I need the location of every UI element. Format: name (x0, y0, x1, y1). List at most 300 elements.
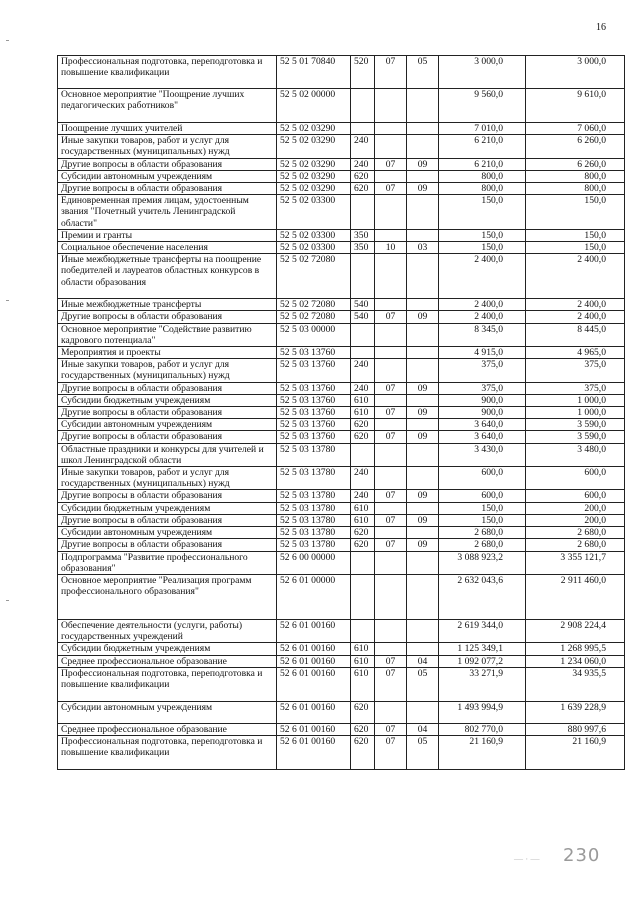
cell-vr: 610 (351, 643, 375, 655)
cell-rz: 07 (375, 723, 407, 735)
cell-s2: 34 935,5 (526, 667, 625, 701)
cell-s1: 900,0 (439, 394, 526, 406)
cell-pr (407, 619, 439, 642)
cell-s1: 33 271,9 (439, 667, 526, 701)
cell-name: Субсидии автономным учреждениям (58, 701, 277, 723)
cell-s1: 4 915,0 (439, 347, 526, 359)
cell-name: Субсидии бюджетным учреждениям (58, 394, 277, 406)
cell-code: 52 5 03 13780 (277, 467, 351, 490)
cell-s2: 2 400,0 (526, 254, 625, 299)
cell-code: 52 6 01 00000 (277, 574, 351, 619)
cell-vr: 520 (351, 56, 375, 89)
cell-pr: 09 (407, 158, 439, 170)
cell-name: Иные межбюджетные трансферты (58, 299, 277, 311)
table-row (58, 359, 625, 382)
cell-rz (375, 323, 407, 346)
cell-vr: 540 (351, 299, 375, 311)
cell-pr (407, 135, 439, 158)
cell-code: 52 5 02 03290 (277, 135, 351, 158)
cell-code: 52 5 02 03290 (277, 183, 351, 195)
cell-rz: 07 (375, 735, 407, 769)
cell-rz (375, 89, 407, 123)
cell-name: Иные закупки товаров, работ и услуг для государственных (муниципальных) нужд (58, 467, 277, 490)
page-stamp: 230 (563, 845, 601, 866)
cell-pr (407, 123, 439, 135)
cell-vr: 240 (351, 467, 375, 490)
table-row (58, 655, 625, 667)
cell-vr (351, 323, 375, 346)
cell-code: 52 6 01 00160 (277, 619, 351, 642)
cell-s1: 2 632 043,6 (439, 574, 526, 619)
cell-s2: 2 400,0 (526, 299, 625, 311)
cell-rz (375, 195, 407, 230)
table-row (58, 229, 625, 241)
cell-code: 52 5 02 03300 (277, 229, 351, 241)
table-row (58, 539, 625, 551)
table-row (58, 419, 625, 431)
cell-vr: 240 (351, 135, 375, 158)
cell-s2: 4 965,0 (526, 347, 625, 359)
cell-rz: 07 (375, 382, 407, 394)
cell-s2: 375,0 (526, 382, 625, 394)
table-row (58, 394, 625, 406)
cell-vr: 610 (351, 502, 375, 514)
table-row (58, 467, 625, 490)
cell-vr (351, 347, 375, 359)
cell-name: Областные праздники и конкурсы для учителей и школ Ленинградской области (58, 443, 277, 466)
cell-s1: 2 680,0 (439, 527, 526, 539)
stamp-dash: — · — (514, 854, 540, 864)
cell-pr: 04 (407, 723, 439, 735)
cell-name: Социальное обеспечение населения (58, 242, 277, 254)
cell-pr (407, 359, 439, 382)
cell-pr: 05 (407, 667, 439, 701)
table-row (58, 514, 625, 526)
cell-vr: 240 (351, 490, 375, 502)
cell-s1: 3 430,0 (439, 443, 526, 466)
cell-rz: 07 (375, 667, 407, 701)
cell-s1: 3 640,0 (439, 431, 526, 443)
cell-s2: 200,0 (526, 502, 625, 514)
table-row (58, 170, 625, 182)
table-row (58, 701, 625, 723)
cell-code: 52 5 03 13760 (277, 394, 351, 406)
cell-s1: 150,0 (439, 229, 526, 241)
table-row (58, 183, 625, 195)
cell-pr: 09 (407, 183, 439, 195)
cell-s1: 150,0 (439, 514, 526, 526)
cell-code: 52 5 03 13780 (277, 514, 351, 526)
cell-code: 52 5 03 13780 (277, 527, 351, 539)
cell-pr: 09 (407, 514, 439, 526)
cell-code: 52 5 03 13760 (277, 419, 351, 431)
cell-pr (407, 347, 439, 359)
cell-s2: 21 160,9 (526, 735, 625, 769)
cell-s1: 600,0 (439, 467, 526, 490)
page-number: 16 (596, 22, 606, 33)
cell-rz (375, 394, 407, 406)
cell-pr: 05 (407, 56, 439, 89)
cell-pr (407, 643, 439, 655)
cell-vr: 540 (351, 311, 375, 323)
cell-s1: 150,0 (439, 502, 526, 514)
cell-s1: 2 400,0 (439, 311, 526, 323)
scan-mark (6, 600, 9, 601)
cell-s1: 1 092 077,2 (439, 655, 526, 667)
table-row (58, 431, 625, 443)
cell-s1: 6 210,0 (439, 158, 526, 170)
cell-code: 52 5 03 13760 (277, 431, 351, 443)
cell-s2: 6 260,0 (526, 135, 625, 158)
cell-s2: 3 590,0 (526, 431, 625, 443)
cell-vr: 620 (351, 431, 375, 443)
cell-rz: 07 (375, 431, 407, 443)
cell-name: Основное мероприятие "Содействие развитию кадрового потенциала" (58, 323, 277, 346)
cell-vr (351, 443, 375, 466)
cell-vr: 620 (351, 701, 375, 723)
cell-pr (407, 195, 439, 230)
cell-s1: 9 560,0 (439, 89, 526, 123)
cell-pr: 09 (407, 539, 439, 551)
cell-code: 52 5 02 72080 (277, 254, 351, 299)
cell-s2: 3 590,0 (526, 419, 625, 431)
cell-s1: 2 400,0 (439, 254, 526, 299)
cell-vr (351, 195, 375, 230)
cell-code: 52 5 03 13760 (277, 347, 351, 359)
cell-pr (407, 527, 439, 539)
cell-name: Другие вопросы в области образования (58, 407, 277, 419)
cell-name: Премии и гранты (58, 229, 277, 241)
cell-name: Профессиональная подготовка, переподготовка и повышение квалификации (58, 667, 277, 701)
cell-code: 52 5 02 00000 (277, 89, 351, 123)
cell-pr (407, 254, 439, 299)
cell-s2: 800,0 (526, 183, 625, 195)
table-row (58, 723, 625, 735)
cell-rz (375, 135, 407, 158)
cell-code: 52 5 01 70840 (277, 56, 351, 89)
table-row (58, 574, 625, 619)
cell-s2: 8 445,0 (526, 323, 625, 346)
cell-name: Иные закупки товаров, работ и услуг для государственных (муниципальных) нужд (58, 359, 277, 382)
cell-rz (375, 229, 407, 241)
cell-s2: 6 260,0 (526, 158, 625, 170)
cell-rz (375, 347, 407, 359)
cell-code: 52 5 03 13780 (277, 490, 351, 502)
cell-code: 52 5 02 72080 (277, 299, 351, 311)
cell-rz (375, 419, 407, 431)
cell-pr: 09 (407, 407, 439, 419)
cell-rz (375, 527, 407, 539)
table-row (58, 347, 625, 359)
cell-vr: 350 (351, 229, 375, 241)
cell-code: 52 5 02 03290 (277, 170, 351, 182)
cell-name: Среднее профессиональное образование (58, 723, 277, 735)
cell-name: Поощрение лучших учителей (58, 123, 277, 135)
cell-name: Подпрограмма "Развитие профессионального образования" (58, 551, 277, 574)
cell-s1: 3 000,0 (439, 56, 526, 89)
cell-rz: 07 (375, 655, 407, 667)
cell-s2: 2 908 224,4 (526, 619, 625, 642)
cell-s2: 1 268 995,5 (526, 643, 625, 655)
cell-rz (375, 443, 407, 466)
cell-name: Иные закупки товаров, работ и услуг для государственных (муниципальных) нужд (58, 135, 277, 158)
table-row (58, 619, 625, 642)
cell-name: Субсидии бюджетным учреждениям (58, 502, 277, 514)
table-row (58, 89, 625, 123)
table-row (58, 443, 625, 466)
cell-code: 52 5 02 03300 (277, 195, 351, 230)
table-row (58, 527, 625, 539)
cell-code: 52 6 01 00160 (277, 655, 351, 667)
cell-rz: 07 (375, 158, 407, 170)
cell-s2: 150,0 (526, 195, 625, 230)
cell-vr: 610 (351, 667, 375, 701)
cell-rz (375, 502, 407, 514)
cell-code: 52 6 01 00160 (277, 735, 351, 769)
cell-code: 52 6 01 00160 (277, 701, 351, 723)
cell-s1: 802 770,0 (439, 723, 526, 735)
cell-s2: 200,0 (526, 514, 625, 526)
cell-s2: 3 480,0 (526, 443, 625, 466)
cell-vr: 620 (351, 527, 375, 539)
cell-s2: 880 997,6 (526, 723, 625, 735)
cell-s1: 800,0 (439, 170, 526, 182)
cell-s1: 1 125 349,1 (439, 643, 526, 655)
cell-s2: 150,0 (526, 229, 625, 241)
cell-pr (407, 502, 439, 514)
cell-pr (407, 574, 439, 619)
cell-code: 52 6 00 00000 (277, 551, 351, 574)
cell-vr (351, 89, 375, 123)
cell-rz: 07 (375, 407, 407, 419)
cell-name: Другие вопросы в области образования (58, 490, 277, 502)
cell-rz: 07 (375, 56, 407, 89)
cell-rz (375, 123, 407, 135)
table-row (58, 643, 625, 655)
scan-mark (6, 40, 9, 41)
cell-name: Мероприятия и проекты (58, 347, 277, 359)
table-row (58, 382, 625, 394)
cell-pr (407, 467, 439, 490)
cell-name: Профессиональная подготовка, переподготовка и повышение квалификации (58, 735, 277, 769)
cell-s2: 2 400,0 (526, 311, 625, 323)
cell-rz: 07 (375, 311, 407, 323)
cell-s2: 1 234 060,0 (526, 655, 625, 667)
cell-code: 52 5 03 13760 (277, 407, 351, 419)
cell-pr (407, 419, 439, 431)
cell-rz (375, 170, 407, 182)
cell-pr (407, 443, 439, 466)
cell-code: 52 5 02 03300 (277, 242, 351, 254)
cell-pr (407, 299, 439, 311)
cell-vr: 240 (351, 382, 375, 394)
cell-code: 52 5 02 03290 (277, 158, 351, 170)
cell-s2: 2 680,0 (526, 539, 625, 551)
cell-code: 52 5 03 13780 (277, 502, 351, 514)
cell-name: Другие вопросы в области образования (58, 539, 277, 551)
cell-name: Другие вопросы в области образования (58, 183, 277, 195)
cell-vr: 350 (351, 242, 375, 254)
cell-rz (375, 619, 407, 642)
cell-s2: 600,0 (526, 490, 625, 502)
cell-name: Другие вопросы в области образования (58, 311, 277, 323)
cell-s1: 21 160,9 (439, 735, 526, 769)
cell-name: Обеспечение деятельности (услуги, работы) государственных учреждений (58, 619, 277, 642)
cell-rz: 07 (375, 490, 407, 502)
cell-name: Основное мероприятие "Реализация программ профессионального образования" (58, 574, 277, 619)
table-body (58, 56, 625, 770)
cell-s1: 600,0 (439, 490, 526, 502)
cell-rz (375, 643, 407, 655)
cell-vr: 620 (351, 183, 375, 195)
cell-vr (351, 254, 375, 299)
cell-code: 52 5 02 72080 (277, 311, 351, 323)
cell-s2: 1 000,0 (526, 407, 625, 419)
cell-rz: 07 (375, 539, 407, 551)
cell-code: 52 5 03 13780 (277, 539, 351, 551)
cell-s1: 2 680,0 (439, 539, 526, 551)
cell-s1: 6 210,0 (439, 135, 526, 158)
table-row (58, 135, 625, 158)
table-row (58, 735, 625, 769)
cell-code: 52 5 03 13760 (277, 382, 351, 394)
cell-pr (407, 323, 439, 346)
cell-name: Другие вопросы в области образования (58, 158, 277, 170)
cell-s2: 3 000,0 (526, 56, 625, 89)
cell-vr (351, 574, 375, 619)
table-row (58, 299, 625, 311)
table-row (58, 56, 625, 89)
table-row (58, 551, 625, 574)
cell-name: Иные межбюджетные трансферты на поощрение победителей и лауреатов областных конкурсов в области образования (58, 254, 277, 299)
cell-pr (407, 394, 439, 406)
cell-s2: 800,0 (526, 170, 625, 182)
cell-pr (407, 89, 439, 123)
cell-name: Профессиональная подготовка, переподготовка и повышение квалификации (58, 56, 277, 89)
cell-s2: 1 639 228,9 (526, 701, 625, 723)
cell-name: Единовременная премия лицам, удостоенным звания "Почетный учитель Ленинградской области" (58, 195, 277, 230)
cell-pr: 04 (407, 655, 439, 667)
cell-s2: 1 000,0 (526, 394, 625, 406)
cell-pr: 09 (407, 311, 439, 323)
cell-vr (351, 619, 375, 642)
cell-vr: 620 (351, 723, 375, 735)
cell-vr: 620 (351, 170, 375, 182)
table-row (58, 123, 625, 135)
table-row (58, 323, 625, 346)
cell-code: 52 5 03 13780 (277, 443, 351, 466)
cell-name: Субсидии автономным учреждениям (58, 419, 277, 431)
cell-vr: 610 (351, 514, 375, 526)
cell-s1: 2 400,0 (439, 299, 526, 311)
cell-name: Среднее профессиональное образование (58, 655, 277, 667)
table-row (58, 158, 625, 170)
cell-vr: 620 (351, 539, 375, 551)
cell-s1: 7 010,0 (439, 123, 526, 135)
cell-s1: 2 619 344,0 (439, 619, 526, 642)
table-row (58, 407, 625, 419)
cell-s1: 800,0 (439, 183, 526, 195)
cell-name: Субсидии автономным учреждениям (58, 527, 277, 539)
cell-rz (375, 551, 407, 574)
cell-vr (351, 551, 375, 574)
table-row (58, 490, 625, 502)
cell-rz (375, 254, 407, 299)
cell-pr: 03 (407, 242, 439, 254)
budget-table (57, 55, 625, 770)
table-row (58, 502, 625, 514)
cell-vr: 240 (351, 359, 375, 382)
cell-s1: 1 493 994,9 (439, 701, 526, 723)
cell-rz (375, 574, 407, 619)
cell-pr: 05 (407, 735, 439, 769)
cell-code: 52 6 01 00160 (277, 723, 351, 735)
cell-pr (407, 701, 439, 723)
cell-code: 52 6 01 00160 (277, 667, 351, 701)
cell-code: 52 5 02 03290 (277, 123, 351, 135)
cell-vr: 620 (351, 419, 375, 431)
cell-s1: 150,0 (439, 195, 526, 230)
cell-rz: 10 (375, 242, 407, 254)
cell-s2: 9 610,0 (526, 89, 625, 123)
cell-s1: 375,0 (439, 382, 526, 394)
cell-name: Другие вопросы в области образования (58, 382, 277, 394)
cell-name: Другие вопросы в области образования (58, 431, 277, 443)
scan-mark (6, 300, 9, 301)
cell-vr: 610 (351, 407, 375, 419)
cell-pr: 09 (407, 490, 439, 502)
cell-s1: 3 640,0 (439, 419, 526, 431)
cell-name: Другие вопросы в области образования (58, 514, 277, 526)
cell-s2: 3 355 121,7 (526, 551, 625, 574)
table-row (58, 311, 625, 323)
cell-vr: 610 (351, 655, 375, 667)
cell-s1: 375,0 (439, 359, 526, 382)
cell-name: Основное мероприятие "Поощрение лучших педагогических работников" (58, 89, 277, 123)
cell-code: 52 5 03 00000 (277, 323, 351, 346)
cell-s2: 150,0 (526, 242, 625, 254)
cell-s1: 3 088 923,2 (439, 551, 526, 574)
cell-s2: 375,0 (526, 359, 625, 382)
cell-rz: 07 (375, 183, 407, 195)
cell-vr: 240 (351, 158, 375, 170)
cell-vr: 610 (351, 394, 375, 406)
table-row (58, 254, 625, 299)
table-row (58, 195, 625, 230)
cell-pr (407, 551, 439, 574)
cell-s1: 150,0 (439, 242, 526, 254)
cell-s2: 2 680,0 (526, 527, 625, 539)
cell-pr (407, 170, 439, 182)
cell-code: 52 6 01 00160 (277, 643, 351, 655)
cell-name: Субсидии бюджетным учреждениям (58, 643, 277, 655)
cell-vr (351, 123, 375, 135)
cell-vr: 620 (351, 735, 375, 769)
cell-name: Субсидии автономным учреждениям (58, 170, 277, 182)
cell-rz (375, 467, 407, 490)
cell-rz (375, 359, 407, 382)
table-row (58, 667, 625, 701)
cell-pr: 09 (407, 382, 439, 394)
cell-s1: 8 345,0 (439, 323, 526, 346)
cell-rz (375, 299, 407, 311)
cell-s2: 7 060,0 (526, 123, 625, 135)
cell-s2: 2 911 460,0 (526, 574, 625, 619)
cell-s1: 900,0 (439, 407, 526, 419)
table-row (58, 242, 625, 254)
cell-rz: 07 (375, 514, 407, 526)
cell-code: 52 5 03 13760 (277, 359, 351, 382)
